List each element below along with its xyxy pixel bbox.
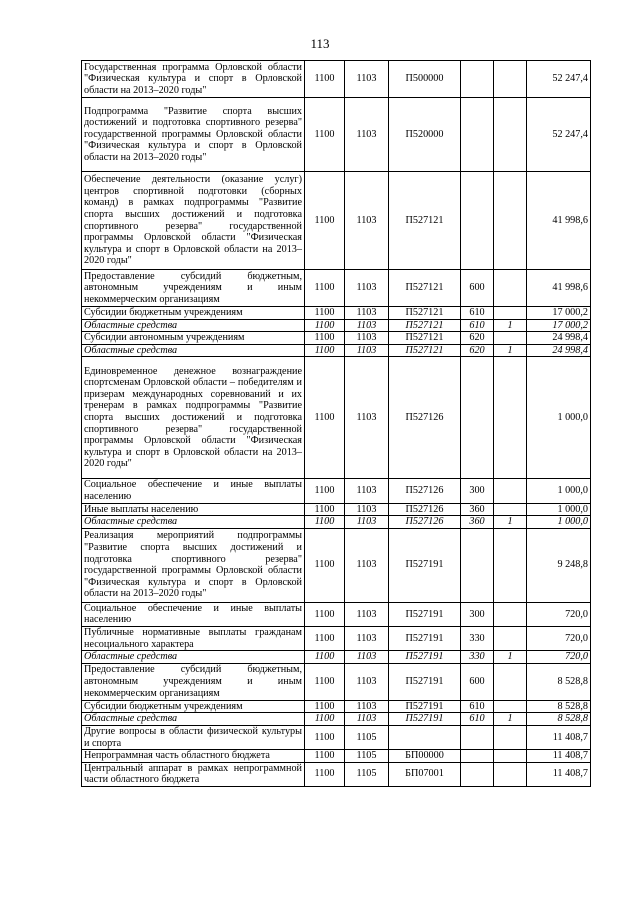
row-funding-source (494, 725, 527, 749)
row-expense-type (461, 172, 494, 270)
table-row (82, 663, 591, 700)
table-row (82, 270, 591, 307)
row-subsection-code: 1103 (345, 503, 389, 516)
row-name: Областные средства (82, 651, 305, 664)
row-target-article: П500000 (389, 61, 461, 98)
row-amount: 11 408,7 (527, 762, 591, 786)
row-name: Субсидии бюджетным учреждениям (82, 307, 305, 320)
table-row (82, 307, 591, 320)
row-expense-type: 610 (461, 319, 494, 332)
row-expense-type (461, 528, 494, 602)
budget-table (81, 60, 591, 787)
row-target-article: П527191 (389, 602, 461, 626)
row-amount: 11 408,7 (527, 750, 591, 763)
row-name: Областные средства (82, 516, 305, 529)
row-expense-type: 610 (461, 700, 494, 713)
row-amount: 1 000,0 (527, 516, 591, 529)
row-name: Публичные нормативные выплаты гражданам несоциального характера (82, 626, 305, 650)
row-amount: 9 248,8 (527, 528, 591, 602)
row-name: Реализация мероприятий подпрограммы "Развитие спорта высших достижений и подготовка спортивного резерва" государственной программы Орловской области "Физическая культура и спорт в Орловской области на 2013–2020 годы" (82, 528, 305, 602)
row-name: Единовременное денежное вознаграждение спортсменам Орловской области – победителям и призерам международных соревнований и их тренерам в рамках подпрограммы "Развитие спорта высших достижений и подготовка спортивного резерва" государственной программы Орловской области "Физическая культура и спорт в Орловской области на 2013–2020 годы" (82, 357, 305, 479)
row-funding-source (494, 98, 527, 172)
row-funding-source (494, 332, 527, 345)
row-target-article: П527191 (389, 713, 461, 726)
row-target-article: П527121 (389, 332, 461, 345)
row-subsection-code: 1103 (345, 602, 389, 626)
row-amount: 11 408,7 (527, 725, 591, 749)
row-expense-type (461, 98, 494, 172)
row-subsection-code: 1103 (345, 700, 389, 713)
table-row (82, 61, 591, 98)
row-section-code: 1100 (305, 172, 345, 270)
row-expense-type: 610 (461, 307, 494, 320)
row-subsection-code: 1103 (345, 516, 389, 529)
row-expense-type: 300 (461, 602, 494, 626)
row-subsection-code: 1105 (345, 725, 389, 749)
row-expense-type (461, 61, 494, 98)
row-name: Государственная программа Орловской области "Физическая культура и спорт в Орловской области на 2013–2020 годы" (82, 61, 305, 98)
row-name: Предоставление субсидий бюджетным, автономным учреждениям и иным некоммерческим организациям (82, 270, 305, 307)
row-section-code: 1100 (305, 270, 345, 307)
row-amount: 17 000,2 (527, 319, 591, 332)
row-funding-source: 1 (494, 344, 527, 357)
row-expense-type: 330 (461, 651, 494, 664)
row-amount: 41 998,6 (527, 172, 591, 270)
row-subsection-code: 1103 (345, 307, 389, 320)
row-name: Субсидии автономным учреждениям (82, 332, 305, 345)
row-amount: 8 528,8 (527, 700, 591, 713)
row-subsection-code: 1103 (345, 332, 389, 345)
row-subsection-code: 1103 (345, 344, 389, 357)
row-name: Предоставление субсидий бюджетным, автономным учреждениям и иным некоммерческим организациям (82, 663, 305, 700)
row-section-code: 1100 (305, 307, 345, 320)
row-section-code: 1100 (305, 516, 345, 529)
row-target-article (389, 725, 461, 749)
row-expense-type: 360 (461, 516, 494, 529)
row-section-code: 1100 (305, 319, 345, 332)
row-expense-type: 620 (461, 332, 494, 345)
row-name: Областные средства (82, 713, 305, 726)
row-expense-type: 360 (461, 503, 494, 516)
row-target-article: П527191 (389, 651, 461, 664)
row-funding-source (494, 626, 527, 650)
row-name: Другие вопросы в области физической культуры и спорта (82, 725, 305, 749)
row-subsection-code: 1103 (345, 528, 389, 602)
row-funding-source: 1 (494, 651, 527, 664)
row-funding-source (494, 528, 527, 602)
row-section-code: 1100 (305, 479, 345, 503)
row-section-code: 1100 (305, 700, 345, 713)
row-expense-type: 300 (461, 479, 494, 503)
row-name: Иные выплаты населению (82, 503, 305, 516)
row-amount: 52 247,4 (527, 61, 591, 98)
row-expense-type: 330 (461, 626, 494, 650)
row-section-code: 1100 (305, 651, 345, 664)
row-amount: 720,0 (527, 626, 591, 650)
row-funding-source: 1 (494, 319, 527, 332)
table-row (82, 651, 591, 664)
row-expense-type: 600 (461, 270, 494, 307)
row-target-article: П527191 (389, 626, 461, 650)
row-expense-type (461, 725, 494, 749)
table-row (82, 602, 591, 626)
table-row (82, 713, 591, 726)
row-subsection-code: 1103 (345, 61, 389, 98)
row-subsection-code: 1103 (345, 663, 389, 700)
table-row (82, 344, 591, 357)
row-funding-source (494, 270, 527, 307)
row-expense-type (461, 357, 494, 479)
row-section-code: 1100 (305, 61, 345, 98)
row-amount: 52 247,4 (527, 98, 591, 172)
row-subsection-code: 1103 (345, 319, 389, 332)
row-target-article: П527121 (389, 344, 461, 357)
row-amount: 24 998,4 (527, 344, 591, 357)
row-subsection-code: 1105 (345, 750, 389, 763)
row-target-article: П527191 (389, 700, 461, 713)
table-row (82, 750, 591, 763)
row-subsection-code: 1103 (345, 479, 389, 503)
row-section-code: 1100 (305, 713, 345, 726)
row-target-article: БП00000 (389, 750, 461, 763)
row-section-code: 1100 (305, 528, 345, 602)
row-expense-type: 600 (461, 663, 494, 700)
table-row (82, 357, 591, 479)
row-funding-source (494, 602, 527, 626)
row-section-code: 1100 (305, 357, 345, 479)
row-expense-type: 620 (461, 344, 494, 357)
row-section-code: 1100 (305, 344, 345, 357)
row-name: Непрограммная часть областного бюджета (82, 750, 305, 763)
row-section-code: 1100 (305, 332, 345, 345)
row-section-code: 1100 (305, 750, 345, 763)
table-row (82, 700, 591, 713)
row-name: Подпрограмма "Развитие спорта высших достижений и подготовка спортивного резерва" государственной программы Орловской области "Физическая культура и спорт в Орловской области на 2013–2020 годы" (82, 98, 305, 172)
row-subsection-code: 1103 (345, 270, 389, 307)
row-name: Областные средства (82, 319, 305, 332)
row-amount: 8 528,8 (527, 663, 591, 700)
row-amount: 1 000,0 (527, 503, 591, 516)
row-funding-source: 1 (494, 713, 527, 726)
table-row (82, 516, 591, 529)
row-subsection-code: 1105 (345, 762, 389, 786)
table-row (82, 762, 591, 786)
row-target-article: П527121 (389, 172, 461, 270)
row-expense-type (461, 750, 494, 763)
row-target-article: БП07001 (389, 762, 461, 786)
table-row (82, 98, 591, 172)
row-target-article: П527121 (389, 319, 461, 332)
row-funding-source (494, 172, 527, 270)
row-amount: 41 998,6 (527, 270, 591, 307)
row-funding-source (494, 307, 527, 320)
row-target-article: П527191 (389, 663, 461, 700)
row-section-code: 1100 (305, 663, 345, 700)
row-subsection-code: 1103 (345, 172, 389, 270)
row-amount: 1 000,0 (527, 357, 591, 479)
row-section-code: 1100 (305, 762, 345, 786)
row-funding-source (494, 663, 527, 700)
row-subsection-code: 1103 (345, 357, 389, 479)
row-subsection-code: 1103 (345, 713, 389, 726)
table-row (82, 319, 591, 332)
row-target-article: П527126 (389, 516, 461, 529)
row-target-article: П527121 (389, 270, 461, 307)
row-name: Социальное обеспечение и иные выплаты населению (82, 602, 305, 626)
row-target-article: П520000 (389, 98, 461, 172)
table-row (82, 626, 591, 650)
row-name: Центральный аппарат в рамках непрограммной части областного бюджета (82, 762, 305, 786)
table-row (82, 332, 591, 345)
table-row (82, 528, 591, 602)
row-name: Субсидии бюджетным учреждениям (82, 700, 305, 713)
table-row (82, 172, 591, 270)
row-section-code: 1100 (305, 602, 345, 626)
table-row (82, 479, 591, 503)
row-funding-source (494, 503, 527, 516)
row-subsection-code: 1103 (345, 626, 389, 650)
row-amount: 720,0 (527, 602, 591, 626)
row-section-code: 1100 (305, 626, 345, 650)
row-subsection-code: 1103 (345, 651, 389, 664)
table-body (82, 61, 591, 787)
row-name: Социальное обеспечение и иные выплаты населению (82, 479, 305, 503)
row-funding-source (494, 750, 527, 763)
row-funding-source (494, 357, 527, 479)
row-expense-type (461, 762, 494, 786)
row-amount: 8 528,8 (527, 713, 591, 726)
row-amount: 1 000,0 (527, 479, 591, 503)
row-target-article: П527126 (389, 479, 461, 503)
row-name: Обеспечение деятельности (оказание услуг) центров спортивной подготовки (сборных команд) в рамках подпрограммы "Развитие спорта высших достижений и подготовка спортивного резерва" государственной программы Орловской области "Физическая культура и спорт в Орловской области на 2013–2020 годы" (82, 172, 305, 270)
row-funding-source (494, 479, 527, 503)
row-target-article: П527126 (389, 357, 461, 479)
page-number: 113 (310, 36, 330, 51)
row-section-code: 1100 (305, 725, 345, 749)
row-funding-source: 1 (494, 516, 527, 529)
row-amount: 24 998,4 (527, 332, 591, 345)
row-funding-source (494, 700, 527, 713)
row-target-article: П527121 (389, 307, 461, 320)
table-row (82, 725, 591, 749)
row-target-article: П527126 (389, 503, 461, 516)
table-row (82, 503, 591, 516)
row-funding-source (494, 61, 527, 98)
row-funding-source (494, 762, 527, 786)
row-target-article: П527191 (389, 528, 461, 602)
row-amount: 17 000,2 (527, 307, 591, 320)
row-subsection-code: 1103 (345, 98, 389, 172)
row-name: Областные средства (82, 344, 305, 357)
row-section-code: 1100 (305, 503, 345, 516)
row-amount: 720,0 (527, 651, 591, 664)
row-expense-type: 610 (461, 713, 494, 726)
row-section-code: 1100 (305, 98, 345, 172)
